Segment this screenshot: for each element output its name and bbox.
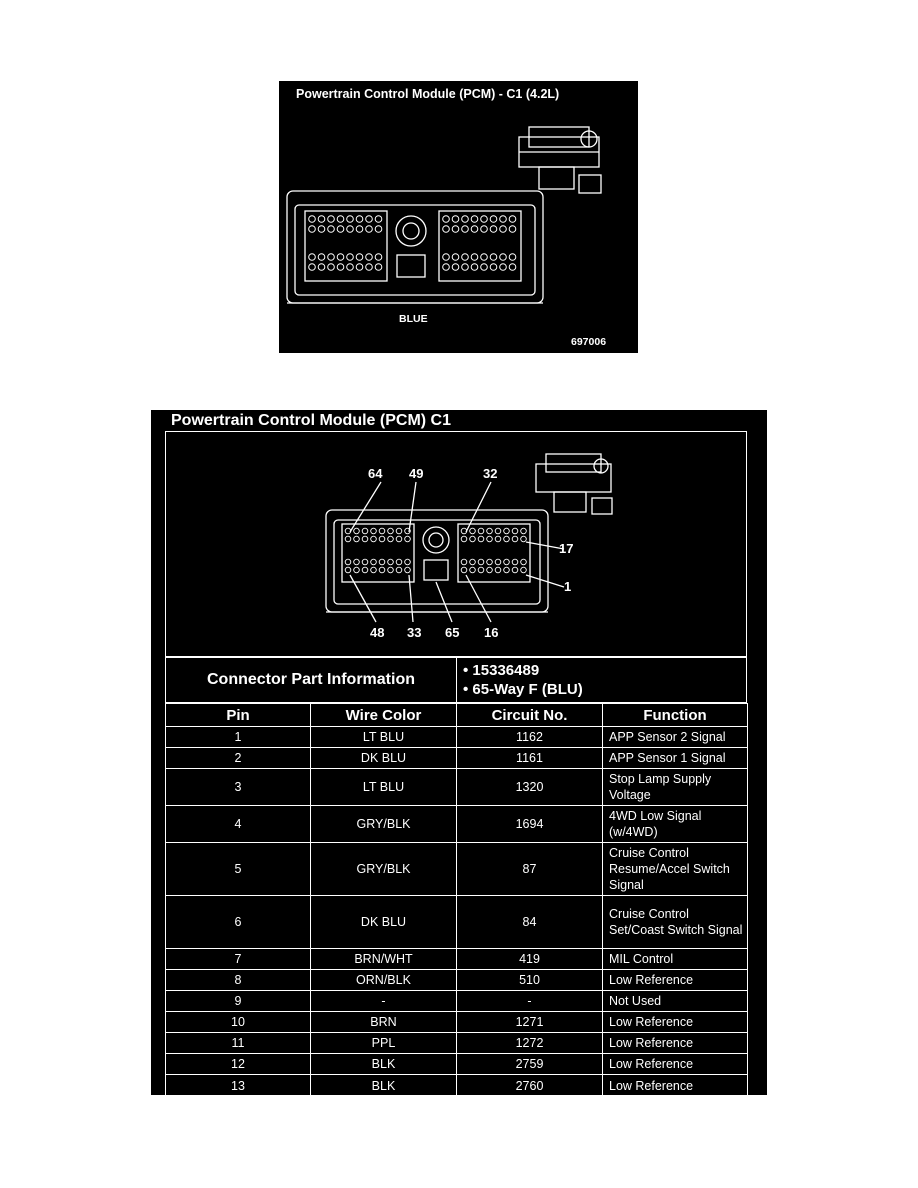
pin-hole <box>470 528 476 534</box>
pin-hole <box>470 559 476 565</box>
pin-hole <box>504 559 510 565</box>
pin-hole <box>396 559 402 565</box>
pin-hole <box>490 264 497 271</box>
pin-hole <box>388 528 394 534</box>
cell-circuit-no: - <box>457 991 603 1012</box>
pin-callout-33: 33 <box>407 625 422 640</box>
pin-hole <box>388 536 394 542</box>
cell-pin: 6 <box>166 896 311 949</box>
pin-hole <box>396 567 402 573</box>
pin-hole <box>337 216 344 223</box>
cell-wire-color: DK BLU <box>311 748 457 769</box>
connector-side-view <box>519 127 601 193</box>
pin-hole <box>405 536 411 542</box>
pin-hole <box>366 216 373 223</box>
cell-wire-color: - <box>311 991 457 1012</box>
pin-callout-17: 17 <box>559 541 574 556</box>
cell-pin: 4 <box>166 806 311 843</box>
cell-circuit-no: 2759 <box>457 1054 603 1075</box>
cell-wire-color: ORN/BLK <box>311 970 457 991</box>
cell-circuit-no: 87 <box>457 843 603 896</box>
cell-pin: 5 <box>166 843 311 896</box>
pin-hole <box>356 254 363 261</box>
cell-circuit-no: 1161 <box>457 748 603 769</box>
connector-figure-1 <box>279 81 638 353</box>
pin-hole <box>375 264 382 271</box>
cell-wire-color: BRN <box>311 1012 457 1033</box>
cell-pin: 8 <box>166 970 311 991</box>
pin-hole <box>504 528 510 534</box>
pin-hole <box>490 216 497 223</box>
pin-hole <box>478 559 484 565</box>
cell-wire-color: BRN/WHT <box>311 949 457 970</box>
pin-hole <box>318 254 325 261</box>
pin-hole <box>356 216 363 223</box>
header-circuit-no: Circuit No. <box>457 704 603 727</box>
pin-hole <box>500 264 507 271</box>
table-row <box>166 806 748 843</box>
cell-function: Low Reference <box>603 1054 748 1075</box>
pin-callout-32: 32 <box>483 466 498 481</box>
cell-function: Stop Lamp Supply Voltage <box>603 769 748 806</box>
cell-pin: 11 <box>166 1033 311 1054</box>
cell-pin: 13 <box>166 1075 311 1098</box>
pin-hole <box>362 528 368 534</box>
table-row <box>166 991 748 1012</box>
pin-hole <box>500 226 507 233</box>
cell-function: APP Sensor 1 Signal <box>603 748 748 769</box>
pin-hole <box>470 567 476 573</box>
cell-pin: 2 <box>166 748 311 769</box>
cell-function: Low Reference <box>603 1075 748 1098</box>
table-row <box>166 970 748 991</box>
pin-hole <box>345 567 351 573</box>
pin-callout-49: 49 <box>409 466 424 481</box>
pin-hole <box>452 254 459 261</box>
connector-description: • 65-Way F (BLU) <box>463 681 583 698</box>
pin-hole <box>366 226 373 233</box>
pin-hole <box>328 226 335 233</box>
pin-hole <box>452 264 459 271</box>
pin-hole <box>490 226 497 233</box>
pin-hole <box>481 264 488 271</box>
cell-circuit-no: 419 <box>457 949 603 970</box>
table-row <box>166 1033 748 1054</box>
pin-hole <box>379 536 385 542</box>
pin-hole <box>521 567 527 573</box>
pin-hole <box>337 226 344 233</box>
pin-hole <box>356 264 363 271</box>
cell-circuit-no: 1272 <box>457 1033 603 1054</box>
pin-hole <box>471 216 478 223</box>
pin-hole <box>345 559 351 565</box>
cell-function: Not Used <box>603 991 748 1012</box>
cell-circuit-no: 2760 <box>457 1075 603 1098</box>
cell-pin: 7 <box>166 949 311 970</box>
pin-callout-48: 48 <box>370 625 385 640</box>
cell-function: Cruise Control Resume/Accel Switch Signal <box>603 843 748 896</box>
cell-circuit-no: 1694 <box>457 806 603 843</box>
pin-hole <box>371 567 377 573</box>
cell-pin: 1 <box>166 727 311 748</box>
pin-hole <box>481 254 488 261</box>
cell-function: MIL Control <box>603 949 748 970</box>
table-row <box>166 769 748 806</box>
pin-hole <box>487 528 493 534</box>
connector-color-label: BLUE <box>399 313 428 325</box>
cell-wire-color: BLK <box>311 1054 457 1075</box>
cell-circuit-no: 84 <box>457 896 603 949</box>
pin-hole <box>521 559 527 565</box>
pin-hole <box>366 264 373 271</box>
pin-hole <box>375 226 382 233</box>
pin-hole <box>487 536 493 542</box>
cell-function: APP Sensor 2 Signal <box>603 727 748 748</box>
table-row <box>166 1054 748 1075</box>
pin-hole <box>405 559 411 565</box>
pin-hole <box>362 559 368 565</box>
pin-hole <box>478 528 484 534</box>
pin-hole <box>478 536 484 542</box>
cell-function: 4WD Low Signal (w/4WD) <box>603 806 748 843</box>
cell-circuit-no: 510 <box>457 970 603 991</box>
cell-wire-color: GRY/BLK <box>311 806 457 843</box>
connector-part-number: • 15336489 <box>463 662 540 679</box>
pin-hole <box>462 264 469 271</box>
callout-leaders <box>350 482 564 622</box>
pin-hole <box>443 226 450 233</box>
pin-hole <box>471 264 478 271</box>
pin-hole <box>354 559 360 565</box>
table-row <box>166 1075 748 1098</box>
cell-function: Cruise Control Set/Coast Switch Signal <box>603 896 748 949</box>
pin-hole <box>309 226 316 233</box>
pin-hole <box>509 216 516 223</box>
pin-callout-16: 16 <box>484 625 499 640</box>
cell-pin: 10 <box>166 1012 311 1033</box>
pin-hole <box>405 567 411 573</box>
pin-hole <box>443 264 450 271</box>
pin-hole <box>309 254 316 261</box>
pin-hole <box>495 567 501 573</box>
pin-hole <box>318 226 325 233</box>
pin-hole <box>388 567 394 573</box>
pin-table <box>165 703 748 1097</box>
pin-hole <box>371 528 377 534</box>
pin-table-page <box>151 410 767 1095</box>
pin-hole <box>509 226 516 233</box>
pin-hole <box>337 254 344 261</box>
pin-hole <box>495 536 501 542</box>
pin-hole <box>309 264 316 271</box>
pin-hole <box>509 264 516 271</box>
pin-hole <box>512 559 518 565</box>
pin-hole <box>379 567 385 573</box>
pin-hole <box>500 254 507 261</box>
table-row <box>166 727 748 748</box>
pin-hole <box>379 528 385 534</box>
pin-hole <box>347 254 354 261</box>
table-row <box>166 1012 748 1033</box>
cell-pin: 3 <box>166 769 311 806</box>
pin-hole <box>347 264 354 271</box>
cell-function: Low Reference <box>603 970 748 991</box>
pin-hole <box>362 536 368 542</box>
pin-callout-64: 64 <box>368 466 383 481</box>
pin-hole <box>512 567 518 573</box>
connector-face-drawing <box>279 81 638 353</box>
pin-hole <box>487 559 493 565</box>
pin-hole <box>371 536 377 542</box>
pin-hole <box>356 226 363 233</box>
pin-hole <box>328 216 335 223</box>
connector-callout-drawing <box>166 432 748 658</box>
pin-hole <box>462 226 469 233</box>
figure-number: 697006 <box>571 336 607 348</box>
pin-hole <box>481 216 488 223</box>
page-title: Powertrain Control Module (PCM) C1 <box>171 412 451 429</box>
pin-hole <box>495 528 501 534</box>
pin-hole <box>478 567 484 573</box>
pin-hole <box>461 536 467 542</box>
pin-hole <box>512 536 518 542</box>
pin-hole <box>462 254 469 261</box>
connector-info-values <box>457 658 747 703</box>
cell-function: Low Reference <box>603 1033 748 1054</box>
pin-hole <box>354 536 360 542</box>
cell-pin: 9 <box>166 991 311 1012</box>
pin-hole <box>487 567 493 573</box>
pin-hole <box>504 567 510 573</box>
pin-hole <box>471 226 478 233</box>
pin-hole <box>452 226 459 233</box>
pin-table-header <box>166 704 748 727</box>
pin-hole <box>500 216 507 223</box>
pin-hole <box>396 536 402 542</box>
connector-info-label: Connector Part Information <box>166 658 457 703</box>
table-row <box>166 843 748 896</box>
pin-hole <box>509 254 516 261</box>
cell-wire-color: BLK <box>311 1075 457 1098</box>
cell-wire-color: DK BLU <box>311 896 457 949</box>
cell-function: Low Reference <box>603 1012 748 1033</box>
pin-hole <box>347 216 354 223</box>
pin-hole <box>375 254 382 261</box>
cell-wire-color: PPL <box>311 1033 457 1054</box>
pin-hole <box>521 528 527 534</box>
pin-hole <box>504 536 510 542</box>
pin-hole <box>318 264 325 271</box>
pin-hole <box>328 264 335 271</box>
connector-side-view <box>536 454 612 514</box>
pin-callout-65: 65 <box>445 625 460 640</box>
pin-hole <box>471 254 478 261</box>
pin-hole <box>347 226 354 233</box>
table-row <box>166 896 748 949</box>
cell-circuit-no: 1271 <box>457 1012 603 1033</box>
pin-hole <box>375 216 382 223</box>
pin-hole <box>443 216 450 223</box>
pin-callout-1: 1 <box>564 579 572 594</box>
header-wire-color: Wire Color <box>311 704 457 727</box>
pin-hole <box>443 254 450 261</box>
pin-hole <box>366 254 373 261</box>
cell-pin: 12 <box>166 1054 311 1075</box>
pin-hole <box>337 264 344 271</box>
pin-hole <box>470 536 476 542</box>
figure-1-title: Powertrain Control Module (PCM) - C1 (4.2L) <box>296 87 560 101</box>
pin-hole <box>354 567 360 573</box>
pin-hole <box>309 216 316 223</box>
header-function: Function <box>603 704 748 727</box>
pin-hole <box>379 559 385 565</box>
pin-hole <box>461 559 467 565</box>
pin-hole <box>354 528 360 534</box>
cell-wire-color: GRY/BLK <box>311 843 457 896</box>
table-row <box>166 949 748 970</box>
pin-hole <box>461 567 467 573</box>
pin-hole <box>388 559 394 565</box>
pin-hole <box>396 528 402 534</box>
connector-part-information <box>165 657 747 703</box>
cell-wire-color: LT BLU <box>311 727 457 748</box>
cell-wire-color: LT BLU <box>311 769 457 806</box>
pin-hole <box>371 559 377 565</box>
pin-hole <box>512 528 518 534</box>
cell-circuit-no: 1320 <box>457 769 603 806</box>
pin-hole <box>328 254 335 261</box>
header-pin: Pin <box>166 704 311 727</box>
pin-hole <box>452 216 459 223</box>
pin-hole <box>318 216 325 223</box>
pin-hole <box>490 254 497 261</box>
pin-hole <box>521 536 527 542</box>
connector-face <box>287 191 543 303</box>
table-row <box>166 748 748 769</box>
pin-hole <box>481 226 488 233</box>
pin-hole <box>362 567 368 573</box>
pin-hole <box>345 536 351 542</box>
pin-hole <box>495 559 501 565</box>
pin-hole <box>462 216 469 223</box>
cell-circuit-no: 1162 <box>457 727 603 748</box>
connector-diagram-frame <box>165 431 747 657</box>
